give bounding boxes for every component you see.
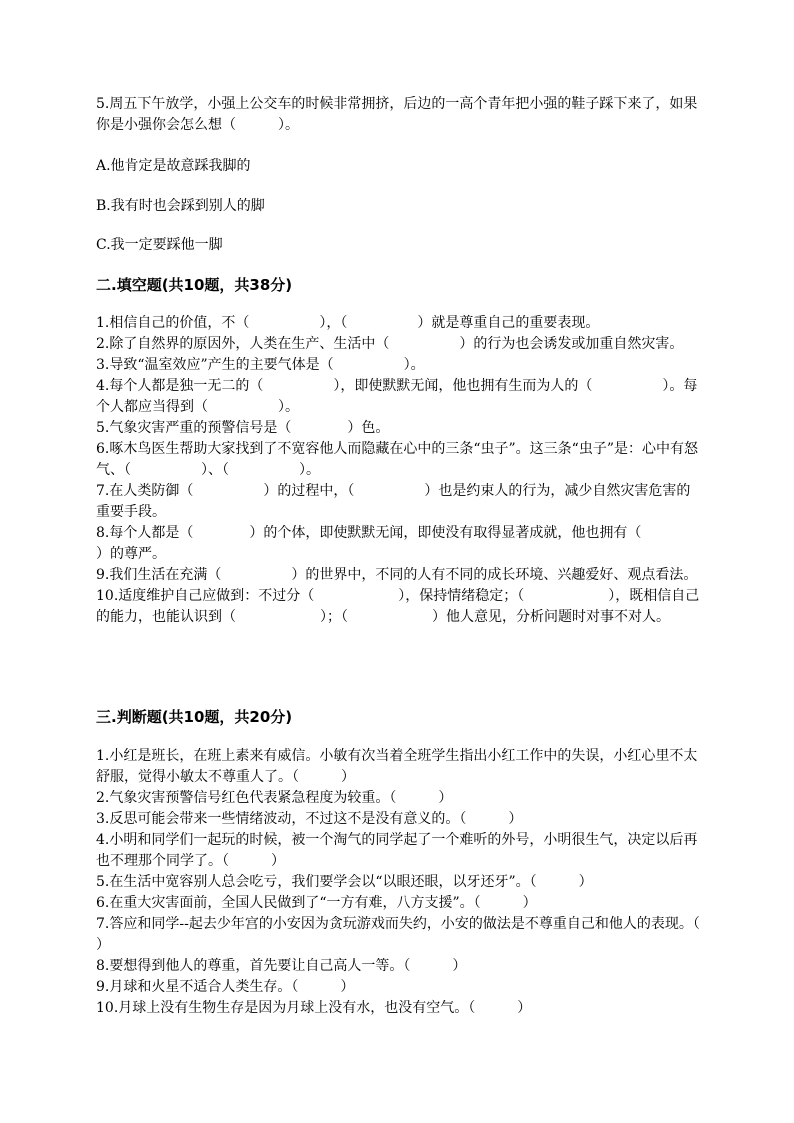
fill-in-item: 4.每个人都是独一无二的（ ），即使默默无闻，他也拥有生而为人的（ ）。每个人都应当得到（ ）。 xyxy=(96,378,698,415)
fill-in-item: 6.啄木鸟医生帮助大家找到了不宽容他人而隐藏在心中的三条“虫子”。这三条“虫子”是：心中有怒气、（ ）、（ ）。 xyxy=(96,441,698,478)
option-text: A.他肯定是故意踩我脚的 xyxy=(96,158,251,174)
option-a xyxy=(96,156,700,177)
true-false-item: 2.气象灾害预警信号红色代表紧急程度为较重。（ ） xyxy=(96,790,453,806)
true-false-item: 7.答应和同学--起去少年宫的小安因为贪玩游戏而失约，小安的做法是不尊重自己和他人的表现。（ ） xyxy=(96,916,742,953)
fill-in-item: 5.气象灾害严重的预警信号是（ ）色。 xyxy=(96,420,390,436)
option-c xyxy=(96,235,700,256)
option-b xyxy=(96,196,700,217)
fill-in-item: 3.导致“温室效应”产生的主要气体是（ ）。 xyxy=(96,357,425,373)
true-false-item: 4.小明和同学们一起玩的时候，被一个淘气的同学起了一个难听的外号，小明很生气，决定以后再也不理那个同学了。（ ） xyxy=(96,832,698,869)
fill-in-item: 10.适度维护自己应做到：不过分（ ），保持情绪稳定；（ ），既相信自己的能力，也能认识到（ ）；（ ）他人意见，分析问题时对事不对人。 xyxy=(96,588,700,625)
option-text: B.我有时也会踩到别人的脚 xyxy=(96,198,265,214)
section-heading-fill-in xyxy=(96,275,700,296)
section-title: 三.判断题(共10题，共20分) xyxy=(96,708,293,726)
fill-in-item: 2.除了自然界的原因外，人类在生产、生活中（ ）的行为也会诱发或加重自然灾害。 xyxy=(96,336,684,352)
question-text: 5.周五下午放学，小强上公交车的时候非常拥挤，后边的一高个青年把小强的鞋子踩下来了，如果你是小强你会怎么想（ ）。 xyxy=(96,96,698,133)
fill-in-item: 1.相信自己的价值，不（ ），（ ）就是尊重自己的重要表现。 xyxy=(96,315,600,331)
fill-in-list xyxy=(96,313,712,628)
true-false-item: 10.月球上没有生物生存是因为月球上没有水，也没有空气。（ ） xyxy=(96,1000,532,1016)
true-false-item: 1.小红是班长，在班上素来有威信。小敏有次当着全班学生指出小红工作中的失误，小红心里不太舒服，觉得小敏太不尊重人了。（ ） xyxy=(96,748,698,785)
true-false-item: 5.在生活中宽容别人总会吃亏，我们要学会以“以眼还眼，以牙还牙”。（ ） xyxy=(96,874,593,890)
fill-in-item: 9.我们生活在充满（ ）的世界中，不同的人有不同的成长环境、兴趣爱好、观点看法。 xyxy=(96,567,698,583)
true-false-item: 9.月球和火星不适合人类生存。（ ） xyxy=(96,979,355,995)
fill-in-item: 8.每个人都是（ ）的个体，即使默默无闻，即使没有取得显著成就，他也拥有（ ）的尊严。 xyxy=(96,525,712,562)
fill-in-item: 7.在人类防御（ ）的过程中，（ ）也是约束人的行为，减少自然灾害危害的重要手段。 xyxy=(96,483,691,520)
section-title: 二.填空题(共10题，共38分) xyxy=(96,276,293,294)
question-5 xyxy=(96,94,700,136)
true-false-item: 6.在重大灾害面前，全国人民做到了“一方有难，八方支援”。（ ） xyxy=(96,895,537,911)
option-text: C.我一定要踩他一脚 xyxy=(96,237,223,253)
section-heading-true-false xyxy=(96,707,700,728)
true-false-item: 8.要想得到他人的尊重，首先要让自己高人一等。（ ） xyxy=(96,958,467,974)
true-false-item: 3.反思可能会带来一些情绪波动，不过这不是没有意义的。（ ） xyxy=(96,811,523,827)
true-false-list xyxy=(96,746,742,1019)
